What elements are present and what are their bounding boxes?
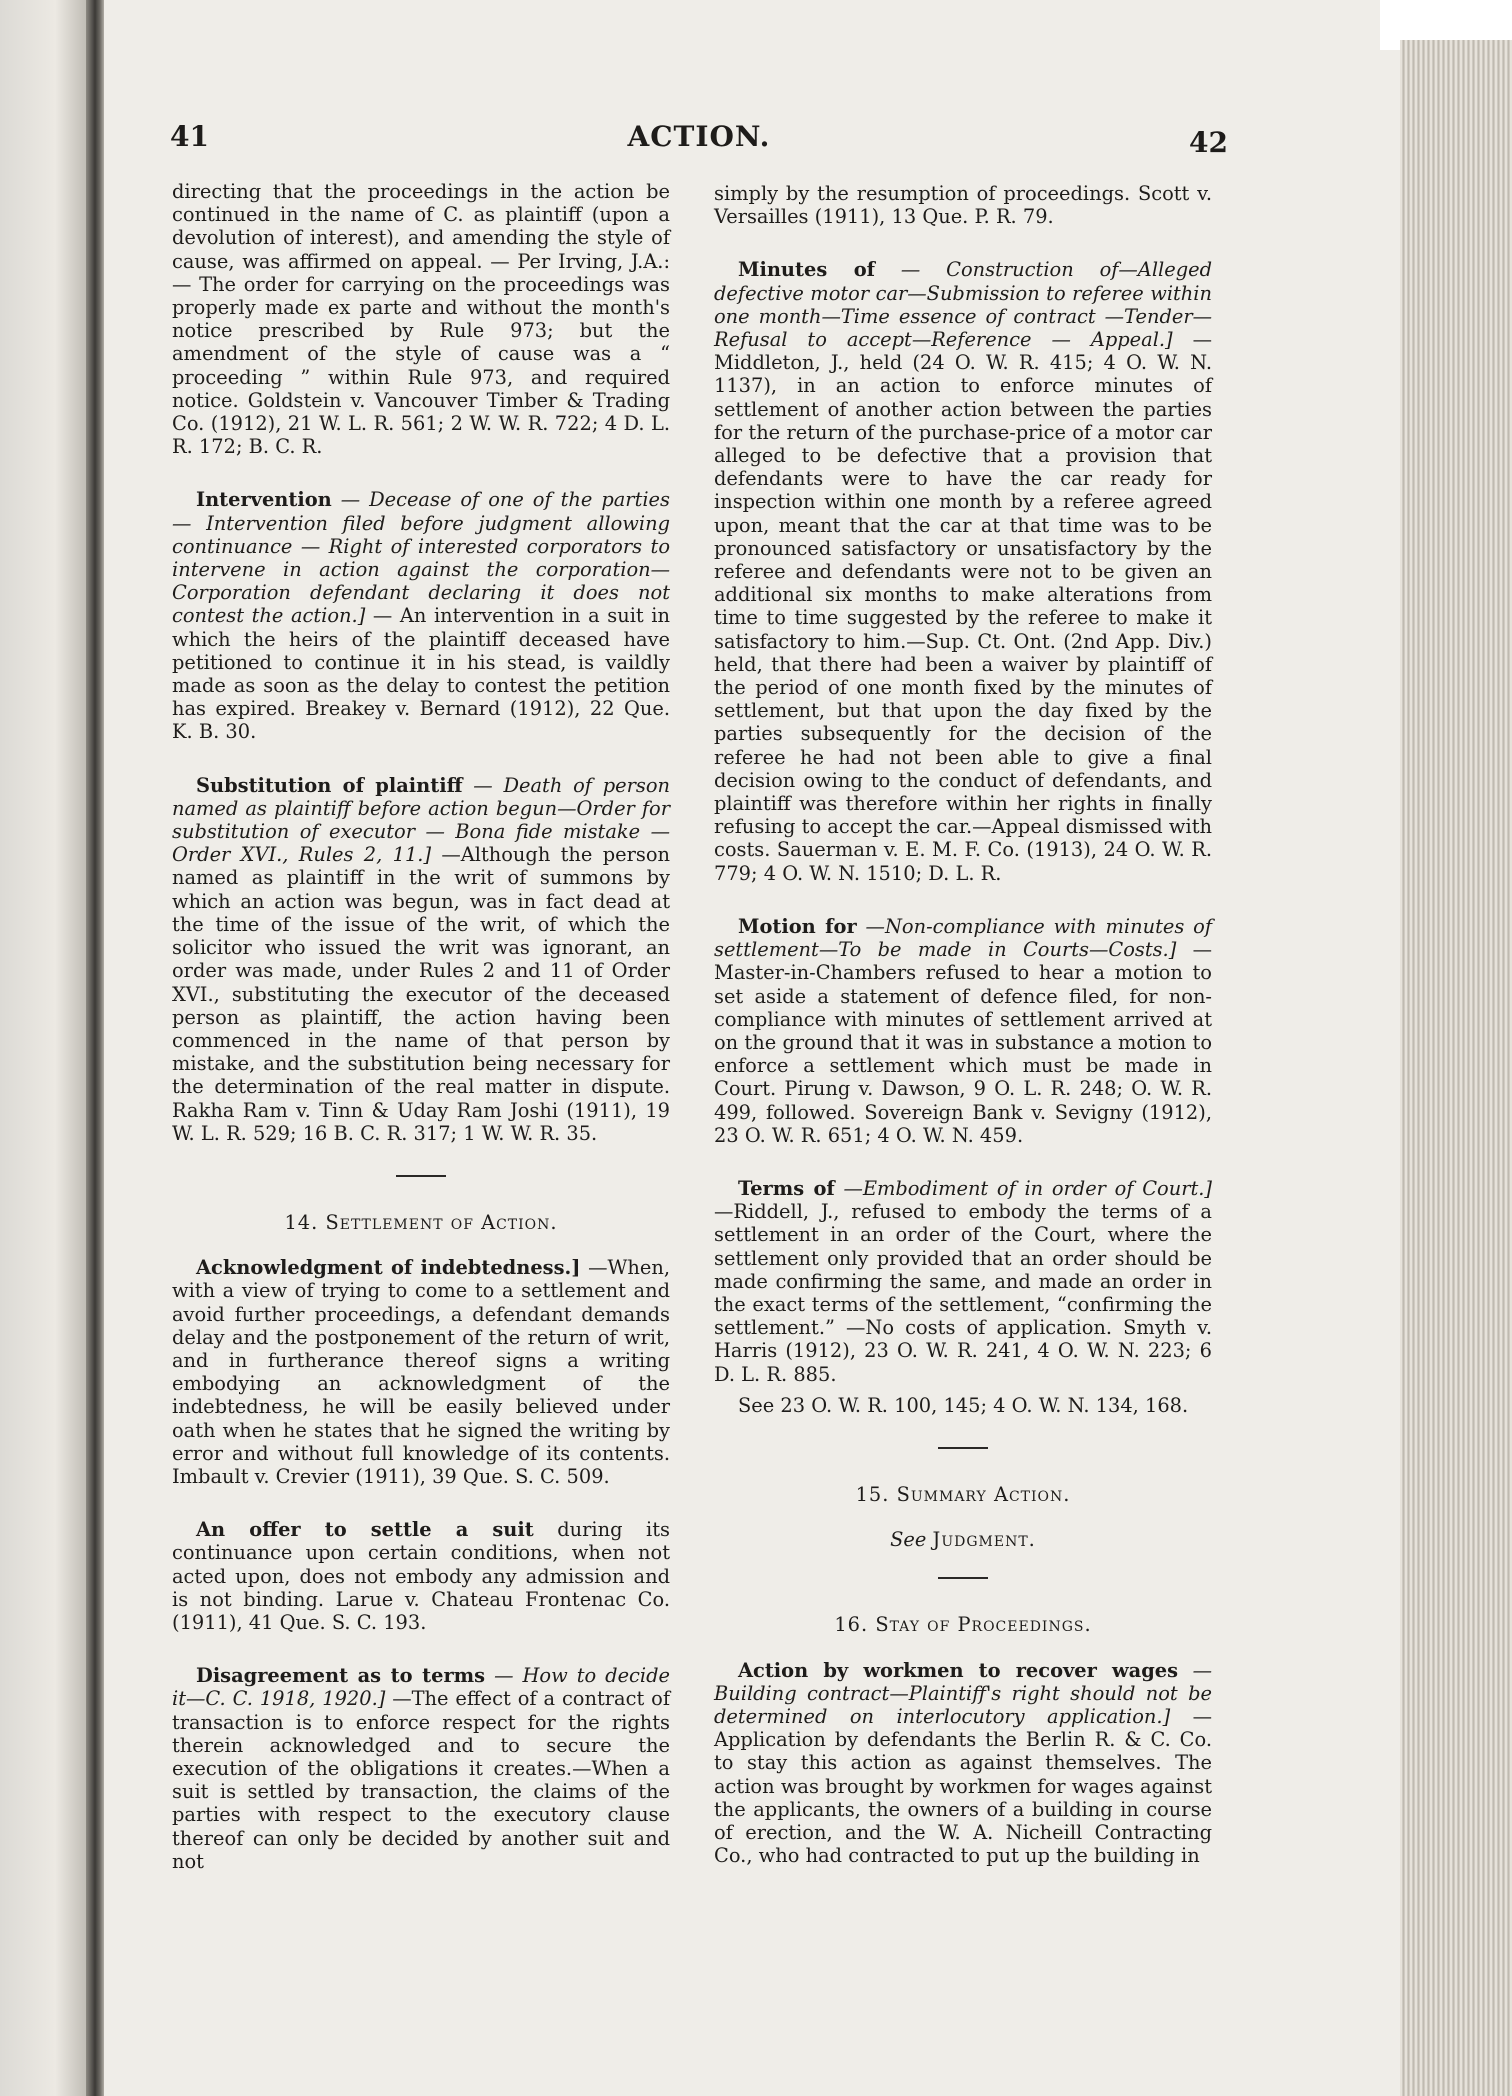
entry-minutes <box>714 258 1212 884</box>
section-divider <box>938 1577 988 1579</box>
entry-motion <box>714 915 1212 1147</box>
running-header <box>170 120 1228 164</box>
section-divider <box>938 1447 988 1449</box>
entry-summary: — Construction of—Alleged defective motor car—Submission to referee within one month—Time essence of contract —Tender—Refusal to accept—Reference — Appeal.] <box>714 258 1212 352</box>
entry-body: —Riddell, J., refused to embody the terms of a settlement in an order of the Court, where the settlement only provided that an order should be made confirming the same, and made an order in the exact terms of the settlement, “confirming the settlement.” —No costs of application. Smyth v. Harris (1912), 23 O. W. R. 241, 4 O. W. N. 223; 6 D. L. R. 885. <box>714 1200 1212 1386</box>
entry-body: —Although the person named as plaintiff in the writ of summons by which an action was begun, was in fact dead at the time of the issue of the writ, of which the solicitor who issued the writ was ignorant, an order was made, under Rules 2 and 11 of Order XVI., substituting the executor of the deceased person as plaintiff, the action having been commenced in the name of that person by mistake, and the substitution being necessary for the determination of the real matter in dispute. Rakha Ram v. Tinn & Uday Ram Joshi (1911), 19 W. L. R. 529; 16 B. C. R. 317; 1 W. W. R. 35. <box>172 843 670 1145</box>
see-also-reference: See 23 O. W. R. 100, 145; 4 O. W. N. 134, 168. <box>738 1393 1189 1417</box>
section-heading: 15. Summary Action. <box>855 1482 1071 1506</box>
right-page-number: 42 <box>1189 126 1228 159</box>
entry-summary: — Decease of one of the parties — Intervention filed before judgment allowing continuance — Right of interested corporators to intervene in action against the corporation—Corporation defendant declaring it does not contest the action.] <box>172 488 670 628</box>
entry-body: during its continuance upon certain conditions, when not acted upon, does not embody any admission and is not binding. Larue v. Chateau Frontenac Co. (1911), 41 Que. S. C. 193. <box>172 1518 670 1634</box>
entry-summary: —Embodiment of in order of Court.] <box>843 1176 1212 1200</box>
entry-disagreement <box>172 1664 670 1873</box>
facing-page-edge <box>0 0 92 2096</box>
entry-headword: Disagreement as to terms <box>196 1664 486 1688</box>
continued-paragraph: directing that the proceedings in the action be continued in the name of C. as plaintiff (upon a devolution of interest), and amending the style of cause, was affirmed on appeal. — Per Irving, J.A.: — The order for carrying on the proceedings was properly made ex parte and without the month's notice prescribed by Rule 973; but the amendment of the style of cause was a “ proceeding ” within Rule 973, and required notice. Goldstein v. Vancouver Timber & Trading Co. (1912), 21 W. L. R. 561; 2 W. W. R. 722; 4 D. L. R. 172; B. C. R. <box>172 180 670 459</box>
entry-headword: Minutes of <box>738 258 875 282</box>
entry-summary: —Building contract—Plaintiff's right should not be determined on interlocutory application.] <box>714 1658 1212 1728</box>
entry-headword: Substitution of plaintiff <box>196 773 463 797</box>
cross-reference <box>714 1528 1212 1551</box>
continued-paragraph: simply by the resumption of proceedings. Scott v. Versailles (1911), 13 Que. P. R. 79. <box>714 182 1212 229</box>
book-gutter <box>86 0 106 2096</box>
section-heading: 14. Settlement of Action. <box>284 1210 558 1234</box>
entry-headword: Terms of <box>738 1176 835 1200</box>
entry-headword: An offer to settle a suit <box>196 1518 534 1542</box>
entry-substitution <box>172 774 670 1145</box>
entry-body: —The effect of a contract of transaction is to enforce respect for the rights therein acknowledged and to secure the execution of the obligations it creates.—When a suit is settled by transaction, the claims of the parties with respect to the executory clause thereof can only be decided by another suit and not <box>172 1687 670 1873</box>
left-column <box>172 180 670 1903</box>
entry-headword: Intervention <box>196 488 332 512</box>
entry-summary: — How to decide it—C. C. 1918, 1920.] <box>172 1664 671 1711</box>
entry-headword: Action by workmen to recover wages <box>738 1658 1179 1682</box>
right-column <box>714 182 1212 1897</box>
entry-offer <box>172 1518 670 1634</box>
entry-body: —Application by defendants the Berlin R. & C. Co. to stay this action as against themselves. The action was brought by workmen for wages against the applicants, the owners of a building in course of erection, and the W. A. Nicheill Contracting Co., who had contracted to put up the building in <box>714 1704 1212 1868</box>
page-stack-edges <box>1400 40 1512 2096</box>
entry-body: —Master-in-Chambers refused to hear a motion to set aside a statement of defence filed, for non-compliance with minutes of settlement arrived at on the ground that it was in substance a motion to enforce a settlement which must be made in Court. Pirung v. Dawson, 9 O. L. R. 248; O. W. R. 499, followed. Sovereign Bank v. Sevigny (1912), 23 O. W. R. 651; 4 O. W. N. 459. <box>714 938 1212 1147</box>
running-title: ACTION. <box>627 120 771 153</box>
entry-headword: Motion for <box>738 914 857 938</box>
entry-body: —Middleton, J., held (24 O. W. R. 415; 4 O. W. N. 1137), in an action to enforce minutes of settlement of another action between the parties for the return of the purchase-price of a motor car alleged to be defective that a provision that defendants were to have the car ready for inspection within one month by a referee agreed upon, meant that the car at that time was to be pronounced satisfactory or unsatisfactory by the referee and defendants were not to be given an additional six months to make alterations from time to time suggested by the referee to make it satisfactory to him.—Sup. Ct. Ont. (2nd App. Div.) held, that there had been a waiver by plaintiff of the period of one month fixed by the minutes of settlement, but that upon the day fixed by the parties subsequently for the decision of the referee he had not been able to give a final decision owing to the conduct of defendants, and plaintiff was therefore within her rights in finally refusing to accept the car.—Appeal dismissed with costs. Sauerman v. E. M. F. Co. (1913), 24 O. W. R. 779; 4 O. W. N. 1510; D. L. R. <box>714 328 1212 885</box>
entry-body: — An intervention in a suit in which the heirs of the plaintiff deceased have petitioned to continue it in his stead, is vaildly made as soon as the delay to contest the petition has expired. Breakey v. Bernard (1912), 22 Que. K. B. 30. <box>172 604 670 744</box>
entry-summary: — Death of person named as plaintiff before action begun—Order for substitution of executor — Bona fide mistake — Order XVI., Rules 2, 11.] <box>172 773 670 867</box>
entry-workmen <box>714 1659 1212 1868</box>
entry-terms <box>714 1177 1212 1386</box>
see-prefix: See <box>890 1528 927 1552</box>
entry-body: —When, with a view of trying to come to a settlement and avoid further proceedings, a defendant demands delay and the postponement of the return of writ, and in furtherance thereof signs a writing embodying an acknowledgment of the indebtedness, he will be easily believed under oath when he states that he signed the writing by error and without full knowledge of its contents. Imbault v. Crevier (1911), 39 Que. S. C. 509. <box>172 1256 670 1488</box>
left-page-number: 41 <box>170 120 209 153</box>
entry-summary: —Non-compliance with minutes of settlement—To be made in Courts—Costs.] <box>714 914 1212 962</box>
entry-acknowledgment <box>172 1256 670 1488</box>
section-heading: 16. Stay of Proceedings. <box>834 1613 1092 1637</box>
see-target: Judgment. <box>932 1528 1036 1552</box>
entry-headword: Acknowledgment of indebtedness.] <box>196 1256 581 1280</box>
entry-intervention <box>172 488 670 743</box>
section-divider <box>396 1175 446 1177</box>
